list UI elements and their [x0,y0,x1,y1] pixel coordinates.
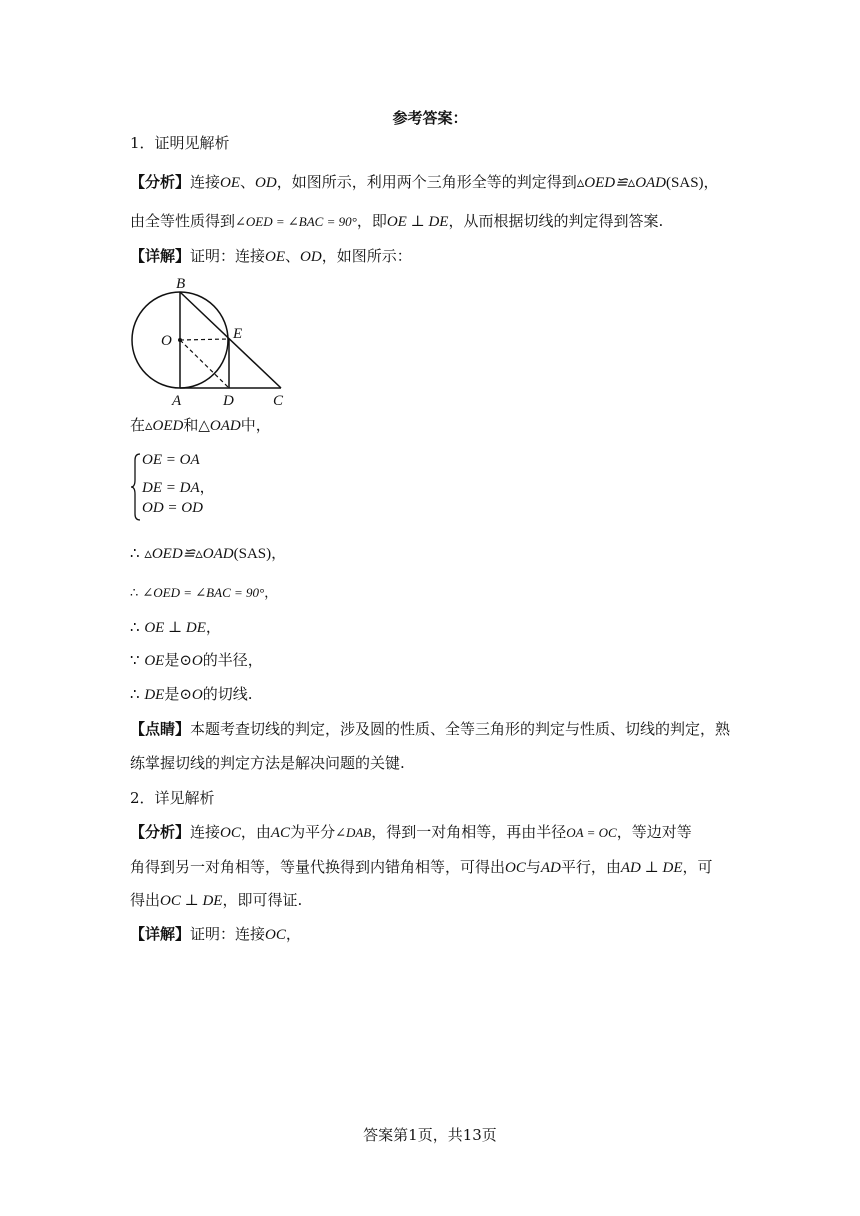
q2-analysis-line-3: 得出OC ⊥ DE，即可得证. [130,891,303,909]
center-point-o [178,338,182,342]
q1-step-5: ∴ DE是⊙O的切线. [130,685,253,703]
q1-step-2: ∴ ∠OED = ∠BAC = 90°， [130,585,278,601]
analysis-tag: 【分析】 [130,173,191,191]
label-c: C [273,393,284,409]
equation-system [130,452,330,524]
label-d: D [223,393,234,409]
system-line-2: DE = DA， [142,480,215,496]
question-2-label: 2．详见解析 [130,789,215,807]
q1-detail-line: 【详解】证明：连接OE、OD，如图所示： [130,247,412,265]
q1-analysis-line-2: 由全等性质得到∠OED = ∠BAC = 90°，即OE ⊥ DE，从而根据切线的判定得到答案. [130,212,664,230]
q2-detail-line: 【详解】证明：连接OC， [130,925,301,943]
system-line-3: OD = OD [142,500,203,516]
segment-oe-dashed [180,339,229,340]
q2-analysis-line-2: 角得到另一对角相等，等量代换得到内错角相等，可得出OC与AD平行，由AD ⊥ DE，可 [130,858,713,876]
label-a: A [172,393,182,409]
system-line-1: OE = OA [142,452,200,468]
q2-analysis-line-1: 【分析】连接OC，由AC为平分∠DAB，得到一对角相等，再由半径OA = OC，等边对等 [130,823,692,841]
detail-tag: 【详解】 [130,247,191,265]
left-brace-icon [130,452,142,522]
page-footer: 答案第1页，共13页 [363,1126,497,1144]
label-e: E [233,326,243,342]
q1-step-4: ∵ OE是⊙O的半径， [130,651,263,669]
geometry-figure [128,274,298,412]
q1-analysis-line-1: 【分析】连接OE、OD，如图所示，利用两个三角形全等的判定得到▵OED≌▵OAD(SAS)， [130,173,719,191]
q1-step-1: ∴ ▵OED≌▵OAD(SAS)， [130,544,287,562]
q1-in-line: 在▵OED和△OAD中， [130,416,271,434]
label-b: B [176,276,186,292]
comment-tag: 【点睛】 [130,720,191,738]
label-o: O [161,333,172,349]
q1-comment-line-2: 练掌握切线的判定方法是解决问题的关键. [130,754,405,772]
page-title: 参考答案： [392,109,468,127]
q1-step-3: ∴ OE ⊥ DE， [130,618,221,636]
question-1-label: 1．证明见解析 [130,134,230,152]
q1-comment-line-1: 【点睛】本题考查切线的判定，涉及圆的性质、全等三角形的判定与性质、切线的判定，熟 [130,720,731,738]
